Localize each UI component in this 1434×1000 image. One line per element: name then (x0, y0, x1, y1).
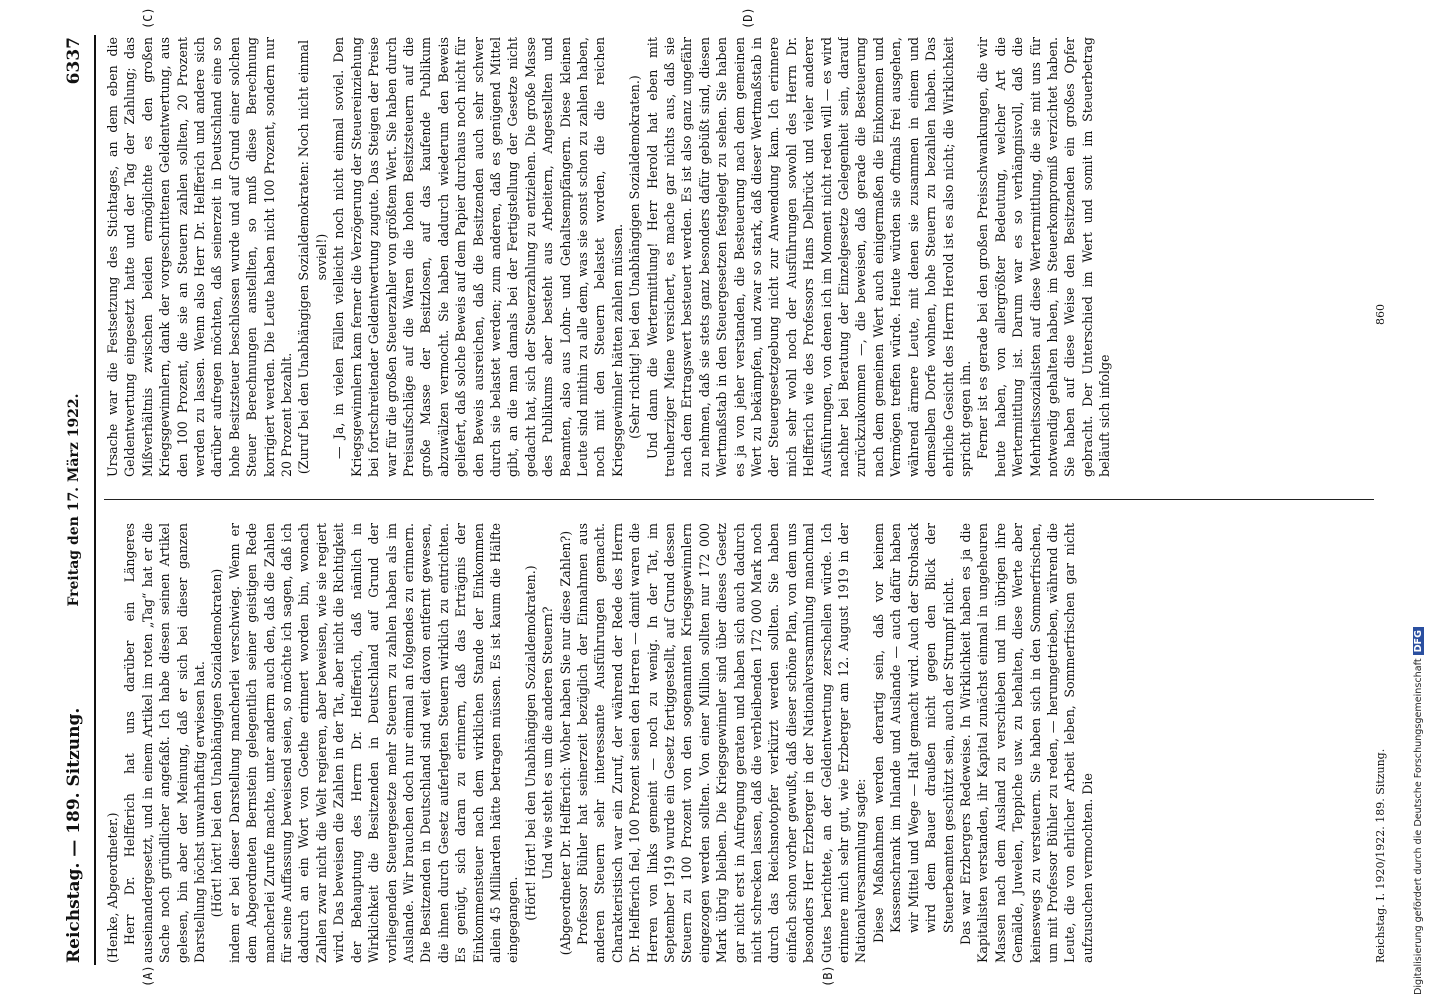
paragraph: indem er bei dieser Darstellung mancherlei verschwieg. Wenn er dem Abgeordneten Bernstein gelegentlich seiner geistigen Rede mancherlei Zurufe machte, unter anderm auch den, daß die Zahlen für seine Auffassung beweisend seien, so möchte ich sagen, daß ich dadurch an ein Wort von Goethe erinnert worden bin, wonach Zahlen zwar nicht die Welt regieren, aber beweisen, wie sie regiert wird. Das beweisen die Zahlen in der Tat, aber nicht die Richtigkeit der Behauptung des Herrn Dr. Helfferich, daß nämlich in Wirklichkeit die Besitzenden in Deutschland auf Grund der vorliegenden Steuergesetze mehr Steuern zu zahlen haben als im Auslande. Wir brauchen doch nur einmal an folgendes zu erinnern. Die Besitzenden in Deutschland sind weit davon entfernt gewesen, die ihnen durch Gesetz auferlegten Steuern wirklich zu entrichten. Es genügt, sich daran zu erinnern, daß das Erträgnis der Einkommensteuer nach dem wirklichen Stande der Einkommen allein 45 Milliarden hätte betragen müssen. Es ist kaum die Hälfte eingegangen. (226, 523, 521, 963)
dfg-logo: DFG (1413, 627, 1424, 655)
interjection: (Sehr richtig! bei den Unabhängigen Sozialdemokraten.) (627, 75, 643, 439)
margin-marker-c: (C) (141, 7, 155, 29)
column-divider (104, 499, 1374, 500)
header-date: Freitag den 17. März 1922. (66, 393, 82, 607)
paragraph: (Henke, Abgeordneter.) (105, 812, 120, 963)
interjection: (Zuruf bei den Unabhängigen Sozialdemokraten: Noch nicht einmal soviel!) (296, 39, 329, 475)
footer-left: Reichstag. I. 1920/1922. 189. Sitzung. (1374, 748, 1387, 963)
dfg-credit (1413, 627, 1424, 995)
interjection: (Hört! Hört! bei den Unabhängigen Sozialdemokraten.) (522, 565, 538, 921)
margin-marker-a: (A) (141, 965, 155, 987)
paragraph: Das war Erzbergers Redeweise. In Wirklichkeit haben es ja die Kapitalisten verstanden, ihr Kapital zunächst einmal in ungeheuren Massen nach dem Ausland zu verschieben und im übrigen ihre Gemälde, Juwelen, Teppiche usw. zu behalten, diese Werte aber keineswegs zu versteuern. Sie haben sich in den Sommerfrischen, um mit Professor Bühler zu reden, — herumgetrieben, während die Leute, die von ehrlicher Arbeit leben, Sommerfrischen gar nicht aufzusuchen vermochten. Die (957, 523, 1095, 963)
paragraph: — Ja, in vielen Fällen vielleicht noch nicht einmal soviel. Den Kriegsgewinnlern kam ferner die Verzögerung der Steuereinziehung bei fortschreitender Geldentwertung zugute. Das Steigen der Preise war für die großen Steuerzahler von größtem Wert. Sie haben durch Preisaufschläge auf die Waren die hohen Besitzsteuern auf die große Masse der Besitzlosen, auf das kaufende Publikum abzuwälzen vermocht. Sie haben dadurch wiederum den Beweis geliefert, daß solche Beweis auf dem Papier durchaus noch nicht für den Beweis ausreichen, daß die Besitzenden auch sehr schwer durch sie belastet werden; zum anderen, daß es genügend Mittel gibt, an die man damals bei der Fertigstellung der Gesetze nicht gedacht hat, sich der Steuerzahlung zu entziehen. Die große Masse des Publikums aber besteht aus Arbeitern, Angestellten und Beamten, also aus Lohn- und Gehaltsempfängern. Diese kleinen Leute sind mithin zu alle dem, was sie sonst schon zu zahlen haben, noch mit den Steuern belastet worden, die die reichen Kriegsgewinnler hätten zahlen müssen. (331, 37, 625, 477)
paragraph: Und wie steht es um die anderen Steuern? (540, 606, 556, 880)
margin-marker-d: (D) (741, 7, 755, 29)
page-header (60, 35, 96, 965)
header-left: Reichstag. — 189. Sitzung. (64, 707, 84, 963)
footer-page-number: 860 (1374, 304, 1387, 325)
paragraph: Ursache war die Festsetzung des Stichtages, an dem eben die Geldentwertung eingesetzt hatte und der Tag der Zahlung; das Mißverhältnis zwischen beiden ermöglichte es den großen Kriegsgewinnlern, dank der vorgeschrittenen Geldentwertung, aus den 100 Prozent, die sie an Steuern zahlen sollten, 20 Prozent werden zu lassen. Wenn also Herr Dr. Helfferich und andere sich darüber aufregen möchten, daß seinerzeit in Deutschland eine so hohe Besitzsteuer beschlossen wurde und auf Grund einer solchen Steuer Berechnungen anstellten, so muß diese Berechnung korrigiert werden. Die Leute haben nicht 100 Prozent, sondern nur 20 Prozent bezahlt. (105, 37, 295, 477)
header-page-number: 6337 (64, 37, 84, 85)
text-column-left (104, 523, 1374, 963)
text-column-right (104, 37, 1374, 477)
paragraph: Professor Bühler hat seinerzeit bezüglich der Einnahmen aus anderen Steuern sehr interessante Ausführungen gemacht. Charakteristisch war ein Zuruf, der während der Rede des Herrn Dr. Helfferich fiel, 100 Prozent seien den Herren — damit waren die Herren von links gemeint — noch zu wenig. In der Tat, im September 1919 wurde ein Gesetz fertiggestellt, auf Grund dessen Steuern zu 100 Prozent von den sogenannten Kriegsgewinnlern eingezogen werden sollten. Von einer Million sollten nur 172 000 Mark übrig bleiben. Die Kriegsgewinnler sind über dieses Gesetz gar nicht erst in Aufregung geraten und haben sich auch dadurch nicht schrecken lassen, daß die verbleibenden 172 000 Mark noch durch das Reichsnotopfer verkürzt werden sollten. Sie haben einfach schon vorher gewußt, daß dieser schöne Plan, von dem uns besonders Herr Erzberger in der Nationalversammlung manchmal Gutes berichtete, an der Geldentwertung zerschellen würde. Ich erinnere mich sehr gut, wie Erzberger am 12. August 1919 in der Nationalversammlung sagte: (574, 523, 869, 963)
paragraph: Und dann die Wertermittlung! Herr Herold hat eben mit treuherziger Miene versichert, es mache gar nichts aus, daß sie nach dem Ertragswert besteuert werden. Es ist also ganz ungefähr zu nehmen, daß sie stets ganz besonders dafür gebüßt sind, diesen Wertmaßstab in den Steuergesetzen festgelegt zu sehen. Sie haben es ja von jeher verstanden, die Besteuerung nach dem gemeinen Wert zu bekämpfen, und zwar so stark, daß dieser Wertmaßstab in der Steuergesetzgebung nicht zur Anwendung kam. Ich erinnere mich sehr wohl noch der Ausführungen sowohl des Herrn Dr. Helfferich wie des Professors Hans Delbrück und vieler anderer Ausführungen, von denen ich im Moment nicht reden will — es wird nachher bei Beratung der Einzelgesetze Gelegenheit sein, darauf zurückzukommen —, die beweisen, daß gerade die Besteuerung nach dem gemeinen Wert auch einigermaßen die Einkommen und Vermögen treffen würde. Heute würden sie oftmals frei ausgehen, während ärmere Leute, mit denen sie zusammen in einem und demselben Dorfe wohnen, hohe Steuern zu bezahlen haben. Das ehrliche Gesicht des Herrn Herold ist es also nicht; die Wirklichkeit spricht gegen ihn. (644, 37, 973, 477)
paragraph: Ferner ist es gerade bei den großen Preisschwankungen, die wir heute haben, von allergrößter Bedeutung, welcher Art die Wertermittlung ist. Darum war es so verhängnisvoll, daß die Mehrheitssozialisten auf diese Wertermittlung, die sie mit uns für notwendig gehalten haben, im Steuerkompromiß verzichtet haben. Sie haben auf diese Weise den Besitzenden ein großes Opfer gebracht. Der Unterschied im Wert und somit im Steuerbetrag beläuft sich infolge (975, 37, 1113, 477)
rotated-document-page (60, 7, 1390, 987)
paragraph: Herr Dr. Helfferich hat uns darüber ein Längeres auseinandergesetzt, und in einem Artikel im roten „Tag“ hat er die Sache noch gründlicher angefaßt. Ich habe diesen seinen Artikel gelesen, bin aber der Meinung, daß er sich bei dieser ganzen Darstellung höchst unwahrhaftig erwiesen hat. (122, 523, 208, 963)
dfg-credit-text: Digitalisierung gefördert durch die Deutsche Forschungsgemeinschaft (1413, 658, 1424, 995)
margin-marker-b: (B) (821, 965, 835, 987)
interjection: (Abgeordneter Dr. Helfferich: Woher haben Sie nur diese Zahlen?) (557, 530, 573, 956)
interjection: (Hört! hört! bei den Unabhängigen Sozialdemokraten) (209, 568, 225, 918)
quotation: Diese Maßnahmen werden derartig sein, daß vor keinem Kassenschrank im Inlande und Auslande — auch dafür haben wir Mittel und Wege — Halt gemacht wird. Auch der Strohsack wird dem Bauer draußen nicht gegen den Blick der Steuerbeamten geschützt sein, auch der Strumpf nicht. (870, 523, 956, 943)
